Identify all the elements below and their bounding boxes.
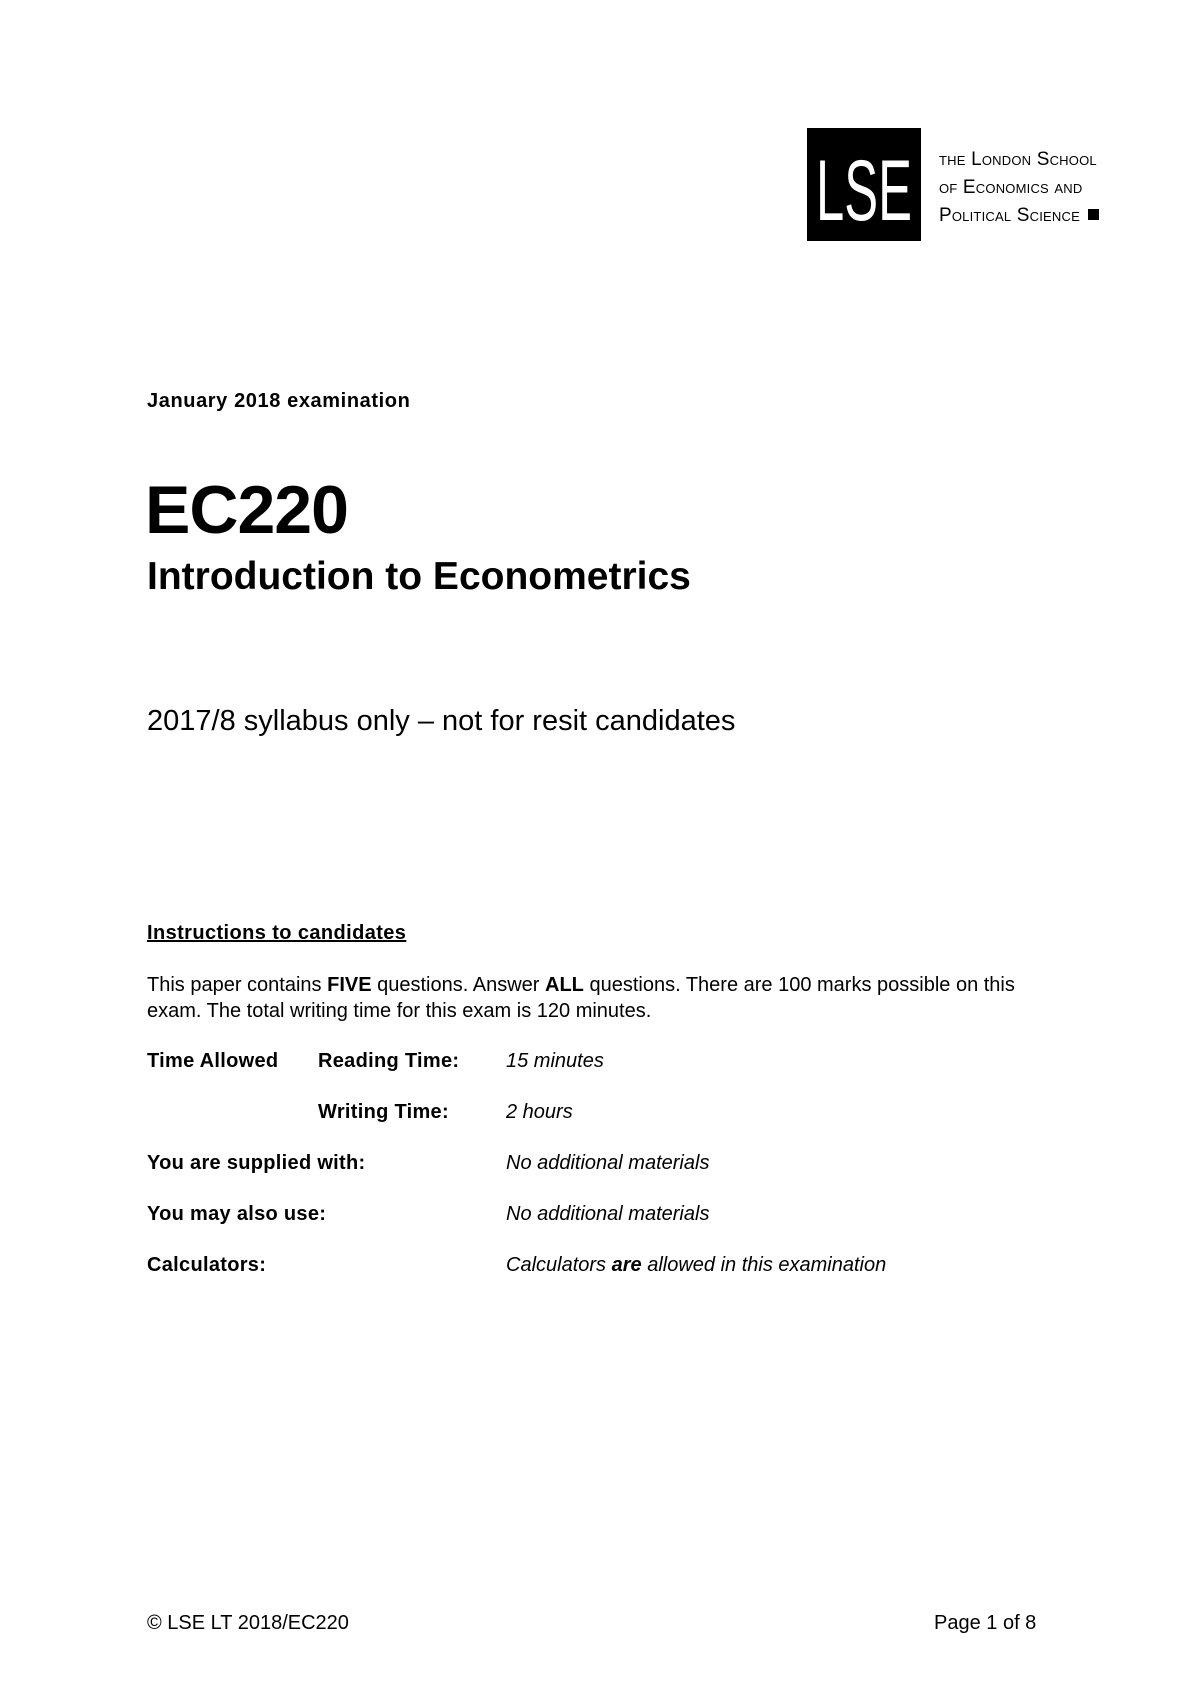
calculators-value <box>506 1254 886 1277</box>
time-allowed-label: Time Allowed <box>147 1050 279 1072</box>
supplied-label: You are supplied with: <box>147 1152 366 1174</box>
instructions-five: FIVE <box>327 974 372 996</box>
exam-date: January 2018 examination <box>147 390 411 412</box>
instructions-text-part-3: questions. There are 100 marks possible on this exam. The total writing time for this exam is 120 minutes. <box>147 974 1015 1022</box>
writing-time-label: Writing Time: <box>318 1101 449 1123</box>
syllabus-note: 2017/8 syllabus only – not for resit candidates <box>147 705 736 737</box>
lse-logo-mark <box>807 128 921 241</box>
logo-line-2: of Economics and <box>939 177 1083 198</box>
square-icon <box>1088 209 1099 220</box>
calculators-value-are: are <box>611 1254 642 1276</box>
course-code: EC220 <box>145 472 348 548</box>
calculators-value-part-1: Calculators <box>506 1254 612 1276</box>
instructions-text <box>147 972 1067 1024</box>
footer-page-number: Page 1 of 8 <box>934 1612 1037 1634</box>
may-use-value: No additional materials <box>506 1203 710 1225</box>
writing-time-value: 2 hours <box>506 1101 573 1123</box>
instructions-text-part-2: questions. Answer <box>371 974 545 996</box>
logo-line-3-wrap <box>939 202 1099 230</box>
logo-line-1: the London School <box>939 149 1097 170</box>
footer-copyright: © LSE LT 2018/EC220 <box>147 1612 349 1634</box>
calculators-label: Calculators: <box>147 1254 267 1276</box>
lse-monogram-icon <box>807 128 921 241</box>
may-use-label: You may also use: <box>147 1203 327 1225</box>
instructions-text-part-1: This paper contains <box>147 974 328 996</box>
course-title: Introduction to Econometrics <box>147 555 691 598</box>
supplied-value: No additional materials <box>506 1152 710 1174</box>
lse-logo-wordmark <box>939 146 1099 230</box>
reading-time-value: 15 minutes <box>506 1050 604 1072</box>
calculators-value-part-2: allowed in this examination <box>641 1254 887 1276</box>
logo-line-3: Political Science <box>939 205 1080 226</box>
instructions-heading: Instructions to candidates <box>147 922 407 944</box>
reading-time-label: Reading Time: <box>318 1050 460 1072</box>
instructions-all: ALL <box>545 974 584 996</box>
lse-monogram-text: LSE <box>816 143 912 239</box>
